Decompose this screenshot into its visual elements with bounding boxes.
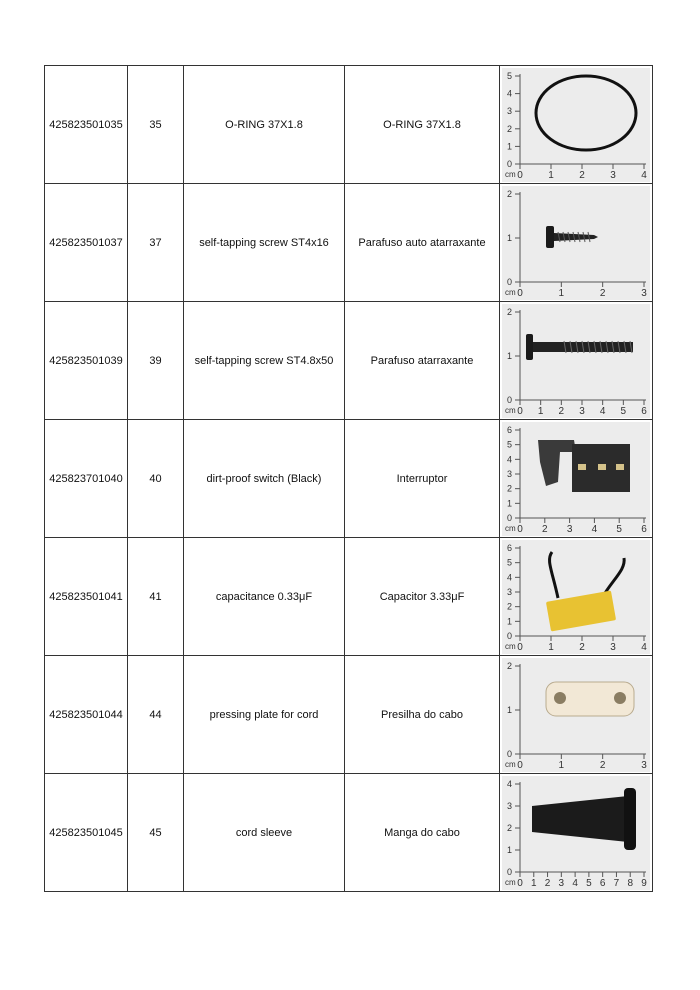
- table-row: [45, 184, 653, 302]
- table-row: [45, 66, 653, 184]
- ruler-tick-label: 2: [558, 405, 565, 417]
- table-row: [45, 420, 653, 538]
- english-description-cell: self-tapping screw ST4x16: [184, 184, 345, 302]
- ruler-unit-label: cm: [505, 877, 516, 887]
- ruler-tick-label: 2: [579, 169, 585, 181]
- screw-photo: [502, 186, 650, 300]
- english-description-cell: pressing plate for cord: [184, 656, 345, 774]
- ruler-tick-label: 9: [641, 877, 647, 889]
- ruler-tick-label: 8: [627, 877, 634, 889]
- part-number-cell: 425823501045: [45, 774, 128, 892]
- ruler-tick-label: 1: [506, 497, 512, 508]
- part-number-cell: 425823501037: [45, 184, 128, 302]
- part-number-cell: 425823701040: [45, 420, 128, 538]
- part-image-cell: [500, 302, 653, 420]
- ruler-tick-label: 5: [586, 877, 592, 889]
- switch-photo: [502, 422, 650, 536]
- part-number-cell: 425823501044: [45, 656, 128, 774]
- ruler-tick-label: 0: [517, 169, 523, 181]
- ruler-tick-label: 2: [579, 641, 585, 653]
- screw-photo: [546, 226, 598, 248]
- ruler-tick-label: 4: [641, 641, 647, 653]
- ruler-tick-label: 0: [517, 287, 523, 299]
- portuguese-description-cell: Capacitor 3.33μF: [345, 538, 500, 656]
- part-image-cell: [500, 184, 653, 302]
- position-number-cell: 35: [128, 66, 184, 184]
- position-number-cell: 37: [128, 184, 184, 302]
- scale-ruler: [505, 189, 647, 299]
- ruler-tick-label: 1: [506, 350, 512, 361]
- ruler-tick-label: 3: [506, 105, 512, 116]
- ruler-tick-label: 3: [610, 641, 616, 653]
- ruler-tick-label: 4: [506, 453, 512, 464]
- position-number-cell: 44: [128, 656, 184, 774]
- ruler-tick-label: 0: [506, 748, 512, 759]
- ruler-tick-label: 6: [641, 405, 647, 417]
- ruler-tick-label: 4: [599, 405, 606, 417]
- cord-sleeve-photo: [502, 776, 650, 890]
- parts-table: [44, 65, 653, 892]
- ruler-tick-label: 1: [548, 169, 554, 181]
- ruler-unit-label: cm: [505, 287, 516, 297]
- ruler-tick-label: 2: [506, 188, 512, 199]
- part-image-cell: [500, 420, 653, 538]
- ruler-tick-label: 5: [506, 439, 512, 450]
- ruler-tick-label: 3: [641, 287, 647, 299]
- ruler-tick-label: 1: [558, 287, 565, 299]
- part-image-cell: [500, 66, 653, 184]
- ruler-tick-label: 2: [506, 822, 512, 833]
- ruler-tick-label: 5: [616, 523, 622, 535]
- table-row: [45, 774, 653, 892]
- ruler-tick-label: 4: [506, 88, 512, 99]
- ruler-tick-label: 6: [641, 523, 647, 535]
- ruler-tick-label: 1: [548, 641, 554, 653]
- ruler-unit-label: cm: [505, 405, 516, 415]
- ruler-tick-label: 6: [506, 424, 512, 435]
- part-number-cell: 425823501035: [45, 66, 128, 184]
- long-screw-photo: [526, 334, 633, 360]
- ruler-tick-label: 1: [506, 140, 512, 151]
- ruler-tick-label: 1: [530, 877, 537, 889]
- scale-ruler: [505, 307, 647, 417]
- ruler-tick-label: 4: [572, 877, 578, 889]
- english-description-cell: cord sleeve: [184, 774, 345, 892]
- ruler-unit-label: cm: [505, 523, 516, 533]
- part-number-cell: 425823501039: [45, 302, 128, 420]
- ruler-unit-label: cm: [505, 169, 516, 179]
- switch-photo: [538, 440, 630, 492]
- portuguese-description-cell: Manga do cabo: [345, 774, 500, 892]
- capacitor-photo: [502, 540, 650, 654]
- ruler-tick-label: 2: [506, 123, 512, 134]
- ruler-tick-label: 5: [506, 557, 512, 568]
- ruler-tick-label: 3: [610, 169, 616, 181]
- portuguese-description-cell: Interruptor: [345, 420, 500, 538]
- table-row: [45, 538, 653, 656]
- ruler-unit-label: cm: [505, 759, 516, 769]
- english-description-cell: O-RING 37X1.8: [184, 66, 345, 184]
- ruler-tick-label: 3: [506, 586, 512, 597]
- ruler-tick-label: 1: [506, 704, 512, 715]
- ruler-tick-label: 3: [506, 800, 512, 811]
- table-row: [45, 656, 653, 774]
- ruler-tick-label: 4: [641, 169, 647, 181]
- cord-sleeve-photo: [532, 788, 636, 850]
- ruler-tick-label: 0: [506, 630, 512, 641]
- ruler-tick-label: 0: [517, 759, 523, 771]
- ruler-tick-label: 2: [542, 523, 548, 535]
- table-row: [45, 302, 653, 420]
- portuguese-description-cell: Parafuso auto atarraxante: [345, 184, 500, 302]
- part-image-cell: [500, 656, 653, 774]
- ruler-tick-label: 1: [506, 232, 512, 243]
- ruler-tick-label: 6: [506, 542, 512, 553]
- ruler-tick-label: 4: [506, 778, 512, 789]
- ruler-tick-label: 4: [591, 523, 598, 535]
- ruler-tick-label: 1: [558, 759, 565, 771]
- ruler-tick-label: 2: [544, 877, 551, 889]
- ruler-tick-label: 3: [558, 877, 565, 889]
- o-ring-photo: [536, 76, 636, 150]
- part-image-cell: [500, 774, 653, 892]
- part-image-cell: [500, 538, 653, 656]
- ruler-tick-label: 2: [599, 759, 606, 771]
- ruler-tick-label: 2: [599, 287, 606, 299]
- ruler-tick-label: 1: [506, 844, 512, 855]
- position-number-cell: 41: [128, 538, 184, 656]
- english-description-cell: self-tapping screw ST4.8x50: [184, 302, 345, 420]
- ruler-tick-label: 2: [506, 306, 512, 317]
- ruler-tick-label: 5: [620, 405, 627, 417]
- english-description-cell: dirt-proof switch (Black): [184, 420, 345, 538]
- ruler-tick-label: 2: [506, 483, 512, 494]
- ruler-tick-label: 0: [517, 523, 523, 535]
- ruler-tick-label: 3: [506, 468, 512, 479]
- ruler-tick-label: 3: [566, 523, 573, 535]
- position-number-cell: 39: [128, 302, 184, 420]
- ruler-tick-label: 5: [506, 70, 512, 81]
- ruler-tick-label: 3: [641, 759, 647, 771]
- parts-table-body: [45, 66, 653, 892]
- ruler-tick-label: 4: [506, 571, 512, 582]
- ruler-tick-label: 0: [506, 158, 512, 169]
- ruler-tick-label: 6: [599, 877, 606, 889]
- ruler-tick-label: 1: [537, 405, 544, 417]
- ruler-tick-label: 0: [506, 276, 512, 287]
- cord-clamp-photo: [502, 658, 650, 772]
- ruler-tick-label: 0: [517, 877, 523, 889]
- english-description-cell: capacitance 0.33μF: [184, 538, 345, 656]
- ruler-tick-label: 0: [506, 394, 512, 405]
- ruler-tick-label: 0: [506, 866, 512, 877]
- ruler-tick-label: 0: [517, 641, 523, 653]
- position-number-cell: 40: [128, 420, 184, 538]
- scale-ruler: [505, 71, 647, 181]
- cord-clamp-photo: [546, 682, 634, 716]
- ruler-tick-label: 3: [579, 405, 585, 417]
- part-number-cell: 425823501041: [45, 538, 128, 656]
- ruler-tick-label: 2: [506, 601, 512, 612]
- ruler-tick-label: 0: [506, 512, 512, 523]
- ruler-tick-label: 0: [517, 405, 523, 417]
- o-ring-photo: [502, 68, 650, 182]
- portuguese-description-cell: O-RING 37X1.8: [345, 66, 500, 184]
- long-screw-photo: [502, 304, 650, 418]
- ruler-tick-label: 2: [506, 660, 512, 671]
- portuguese-description-cell: Parafuso atarraxante: [345, 302, 500, 420]
- ruler-tick-label: 1: [506, 615, 512, 626]
- ruler-unit-label: cm: [505, 641, 516, 651]
- ruler-tick-label: 7: [613, 877, 620, 889]
- portuguese-description-cell: Presilha do cabo: [345, 656, 500, 774]
- capacitor-photo: [546, 552, 624, 632]
- position-number-cell: 45: [128, 774, 184, 892]
